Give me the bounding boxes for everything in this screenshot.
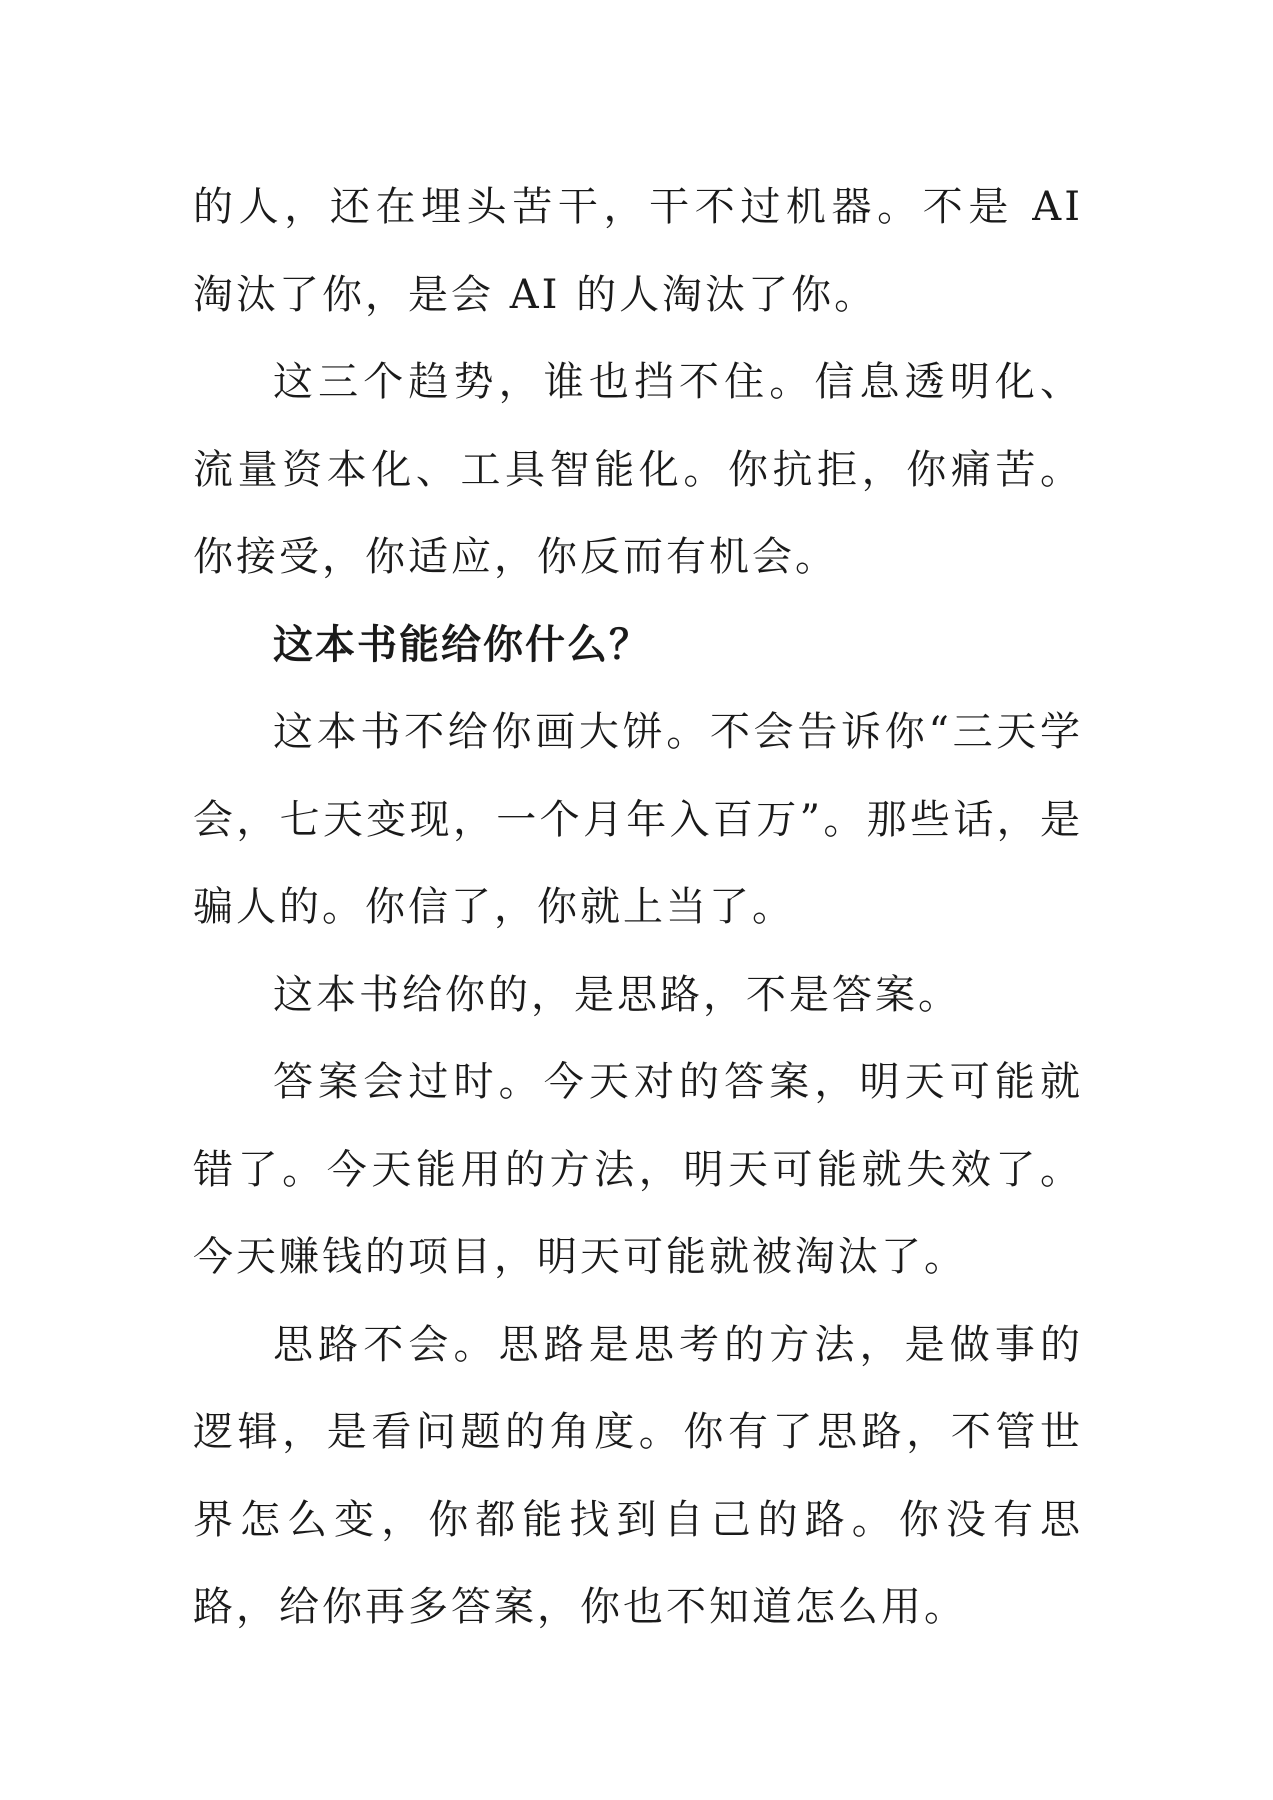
paragraph-ideas-not-answers: 这本书给你的，是思路，不是答案。	[273, 971, 961, 1018]
section-heading: 这本书能给你什么？	[273, 621, 651, 668]
paragraph-three-trends: 这三个趋势，谁也挡不住。信息透明化、流量资本化、工具智能化。你抗拒，你痛苦。你接受，你适应，你反而有机会。	[193, 359, 1083, 580]
paragraph-continuation: 的人，还在埋头苦干，干不过机器。不是 AI 淘汰了你，是会 AI 的人淘汰了你。	[193, 184, 1083, 318]
paragraph-no-empty-promises: 这本书不给你画大饼。不会告诉你“三天学会，七天变现，一个月年入百万”。那些话，是骗人的。你信了，你就上当了。	[193, 709, 1083, 930]
paragraph-ideas-last: 思路不会。思路是思考的方法，是做事的逻辑，是看问题的角度。你有了思路，不管世界怎么变，你都能找到自己的路。你没有思路，给你再多答案，你也不知道怎么用。	[193, 1321, 1083, 1630]
body-text	[193, 164, 1083, 1652]
paragraph-answers-expire: 答案会过时。今天对的答案，明天可能就错了。今天能用的方法，明天可能就失效了。今天赚钱的项目，明天可能就被淘汰了。	[193, 1059, 1083, 1280]
